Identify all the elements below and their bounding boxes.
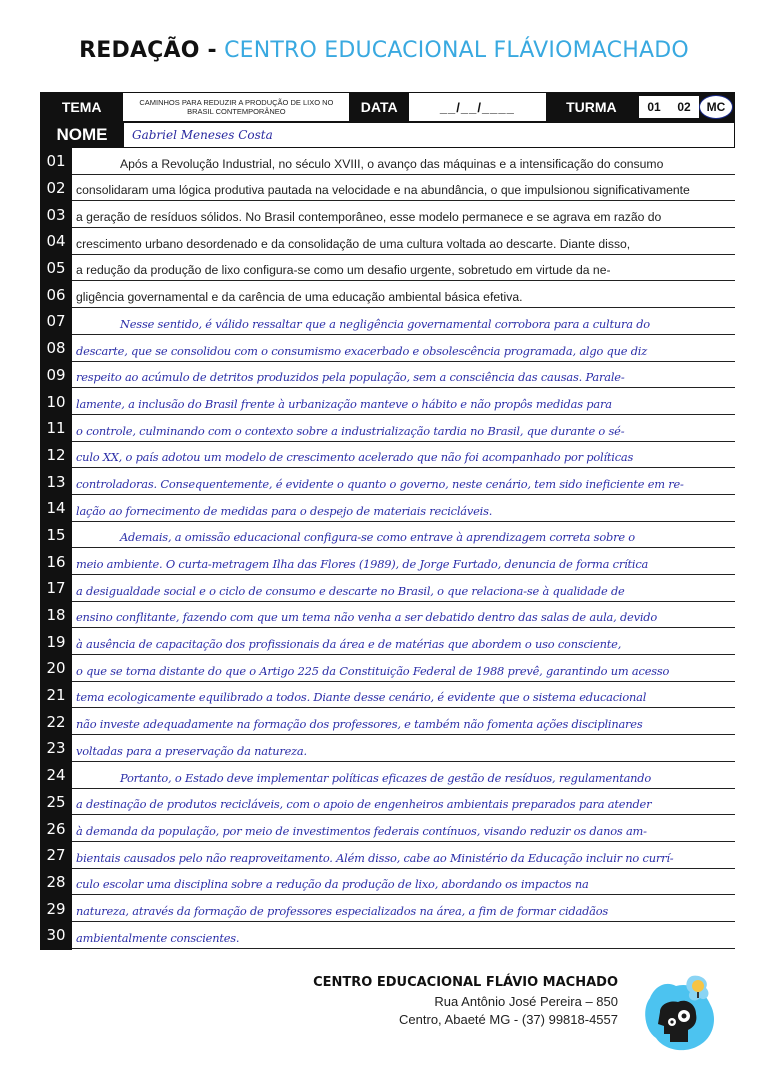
line-text: lamente, a inclusão do Brasil frente à urbanização manteve o hábito e não propôs medidas para <box>76 396 612 411</box>
line-text: o que se torna distante do que o Artigo 225 da Constituição Federal de 1988 prevê, garantindo um acesso <box>76 663 670 678</box>
essay-line <box>46 735 735 762</box>
line-number: 21 <box>46 686 66 705</box>
essay-line <box>46 228 735 255</box>
turma-option-01[interactable]: 01 <box>639 96 669 118</box>
line-number: 20 <box>46 659 66 678</box>
nome-field[interactable]: Gabriel Meneses Costa <box>124 122 735 148</box>
essay-line <box>46 415 735 442</box>
line-number: 06 <box>46 285 66 304</box>
line-text: tema ecologicamente equilibrado a todos. Diante desse cenário, é evidente que o sistema educacional <box>76 690 647 705</box>
tema-value: CAMINHOS PARA REDUZIR A PRODUÇÃO DE LIXO NO BRASIL CONTEMPORÂNEO <box>123 92 349 122</box>
tema-label: TEMA <box>40 92 123 122</box>
essay-sheet <box>40 92 735 950</box>
data-field[interactable]: __/__/____ <box>409 92 546 122</box>
essay-line <box>46 388 735 415</box>
essay-line <box>46 655 735 682</box>
line-number: 24 <box>46 766 66 785</box>
footer-city: Centro, Abaeté MG - (37) 99818-4557 <box>399 1012 618 1027</box>
line-number: 29 <box>46 899 66 918</box>
header-row <box>40 92 735 122</box>
essay-line <box>46 495 735 522</box>
essay-line <box>46 308 735 335</box>
line-text: crescimento urbano desordenado e da consolidação de uma cultura voltada ao descarte. Diante disso, <box>76 236 631 251</box>
turma-label: TURMA <box>546 92 637 122</box>
line-text: gligência governamental e da carência de uma educação ambiental básica efetiva. <box>76 290 523 305</box>
line-text: à ausência de capacitação dos profissionais da área e de matérias que abordem o uso consciente, <box>76 637 622 652</box>
line-number: 15 <box>46 525 66 544</box>
essay-line <box>46 442 735 469</box>
essay-line <box>46 895 735 922</box>
title-bold: REDAÇÃO - <box>79 38 217 63</box>
footer-address: Rua Antônio José Pereira – 850 <box>434 994 618 1009</box>
essay-line <box>46 922 735 949</box>
school-logo-icon <box>640 968 718 1054</box>
line-number: 25 <box>46 792 66 811</box>
line-number: 14 <box>46 499 66 518</box>
line-number: 22 <box>46 712 66 731</box>
line-text: Ademais, a omissão educacional configura-se como entrave à aprendizagem correta sobre o <box>120 530 635 545</box>
line-number: 18 <box>46 606 66 625</box>
essay-line <box>46 602 735 629</box>
line-number: 05 <box>46 259 66 278</box>
line-number: 28 <box>46 872 66 891</box>
line-number: 10 <box>46 392 66 411</box>
line-number: 17 <box>46 579 66 598</box>
line-number: 16 <box>46 552 66 571</box>
line-text: o controle, culminando com o contexto sobre a industrialização tardia no Brasil, que durante o sé- <box>76 423 625 438</box>
line-text: meio ambiente. O curta-metragem Ilha das Flores (1989), de Jorge Furtado, denuncia de forma crítica <box>76 557 649 571</box>
line-text: ambientalmente conscientes. <box>76 930 240 945</box>
line-text: à demanda da população, por meio de investimentos federais contínuos, visando reduzir os danos am- <box>76 823 647 838</box>
line-text: controladoras. Consequentemente, é evidente o quanto o governo, neste cenário, tem sido ineficiente em re- <box>76 476 684 491</box>
essay-line <box>46 175 735 202</box>
line-text: ensino conflitante, fazendo com que um tema não venha a ser debatido dentro das salas de aula, devido <box>76 610 658 625</box>
page-title <box>0 38 768 63</box>
line-number: 30 <box>46 926 66 945</box>
turma-option-02[interactable]: 02 <box>669 96 699 118</box>
line-text: a desigualdade social e o ciclo de consumo e descarte no Brasil, o que relaciona-se à qualidade de <box>76 583 625 598</box>
line-text: a geração de resíduos sólidos. No Brasil contemporâneo, esse modelo permanece e se agrava em razão do <box>76 210 662 225</box>
line-text: a redução da produção de lixo configura-se como um desafio urgente, sobretudo em virtude da ne- <box>76 263 611 278</box>
essay-lines <box>46 148 735 949</box>
footer-name: CENTRO EDUCACIONAL FLÁVIO MACHADO <box>313 975 618 990</box>
line-number: 26 <box>46 819 66 838</box>
line-text: consolidaram uma lógica produtiva pautada na velocidade e na abundância, o que impulsionou significativamente <box>76 183 690 198</box>
line-text: bientais causados pelo não reaproveitamento. Além disso, cabe ao Ministério da Educação incluir no currí- <box>76 850 674 865</box>
essay-line <box>46 201 735 228</box>
line-number: 12 <box>46 445 66 464</box>
line-number: 19 <box>46 632 66 651</box>
line-text: lação ao fornecimento de medidas para o despejo de materiais recicláveis. <box>76 503 493 518</box>
line-number: 27 <box>46 846 66 865</box>
line-number: 07 <box>46 312 66 331</box>
essay-line <box>46 335 735 362</box>
line-text: Nesse sentido, é válido ressaltar que a negligência governamental corrobora para a cultura do <box>120 316 650 331</box>
line-number: 03 <box>46 205 66 224</box>
essay-line <box>46 522 735 549</box>
essay-line <box>46 255 735 282</box>
line-number: 02 <box>46 179 66 198</box>
line-number: 04 <box>46 232 66 251</box>
footer <box>300 975 618 1027</box>
essay-line <box>46 789 735 816</box>
name-row <box>40 122 735 148</box>
line-number: 09 <box>46 365 66 384</box>
essay-line <box>46 869 735 896</box>
line-text: voltadas para a preservação da natureza. <box>76 743 307 758</box>
essay-line <box>46 708 735 735</box>
line-text: natureza, através da formação de professores especializados na área, a fim de formar cidadãos <box>76 903 609 918</box>
turma-option-mc[interactable]: MC <box>699 95 733 119</box>
line-text: respeito ao acúmulo de detritos produzidos pela população, sem a consciência das causas. Parale- <box>76 370 625 385</box>
data-label: DATA <box>349 92 409 122</box>
essay-line <box>46 682 735 709</box>
line-number: 23 <box>46 739 66 758</box>
line-text: culo XX, o país adotou um modelo de crescimento acelerado que não foi acompanhado por políticas <box>76 450 634 465</box>
line-number: 01 <box>46 152 66 171</box>
essay-line <box>46 842 735 869</box>
line-number: 13 <box>46 472 66 491</box>
essay-line <box>46 628 735 655</box>
line-text: a destinação de produtos recicláveis, com o apoio de engenheiros ambientais preparados para atender <box>76 797 652 812</box>
line-number: 11 <box>46 419 66 438</box>
line-text: não investe adequadamente na formação dos professores, e também não fomenta ações disciplinares <box>76 717 643 732</box>
nome-label: NOME <box>40 122 124 148</box>
line-text: Após a Revolução Industrial, no século XVIII, o avanço das máquinas e a intensificação do consumo <box>120 156 664 171</box>
essay-line <box>46 762 735 789</box>
essay-line <box>46 148 735 175</box>
line-text: Portanto, o Estado deve implementar políticas eficazes de gestão de resíduos, regulamentando <box>120 770 652 785</box>
line-text: culo escolar uma disciplina sobre a redução da produção de lixo, abordando os impactos na <box>76 877 589 892</box>
turma-options <box>637 92 735 122</box>
essay-line <box>46 575 735 602</box>
title-colored: CENTRO EDUCACIONAL FLÁVIOMACHADO <box>224 38 689 63</box>
essay-line <box>46 548 735 575</box>
essay-line <box>46 281 735 308</box>
line-text: descarte, que se consolidou com o consumismo exacerbado e obsolescência programada, algo que diz <box>76 343 648 358</box>
line-number: 08 <box>46 339 66 358</box>
essay-line <box>46 468 735 495</box>
essay-line <box>46 815 735 842</box>
essay-line <box>46 362 735 389</box>
